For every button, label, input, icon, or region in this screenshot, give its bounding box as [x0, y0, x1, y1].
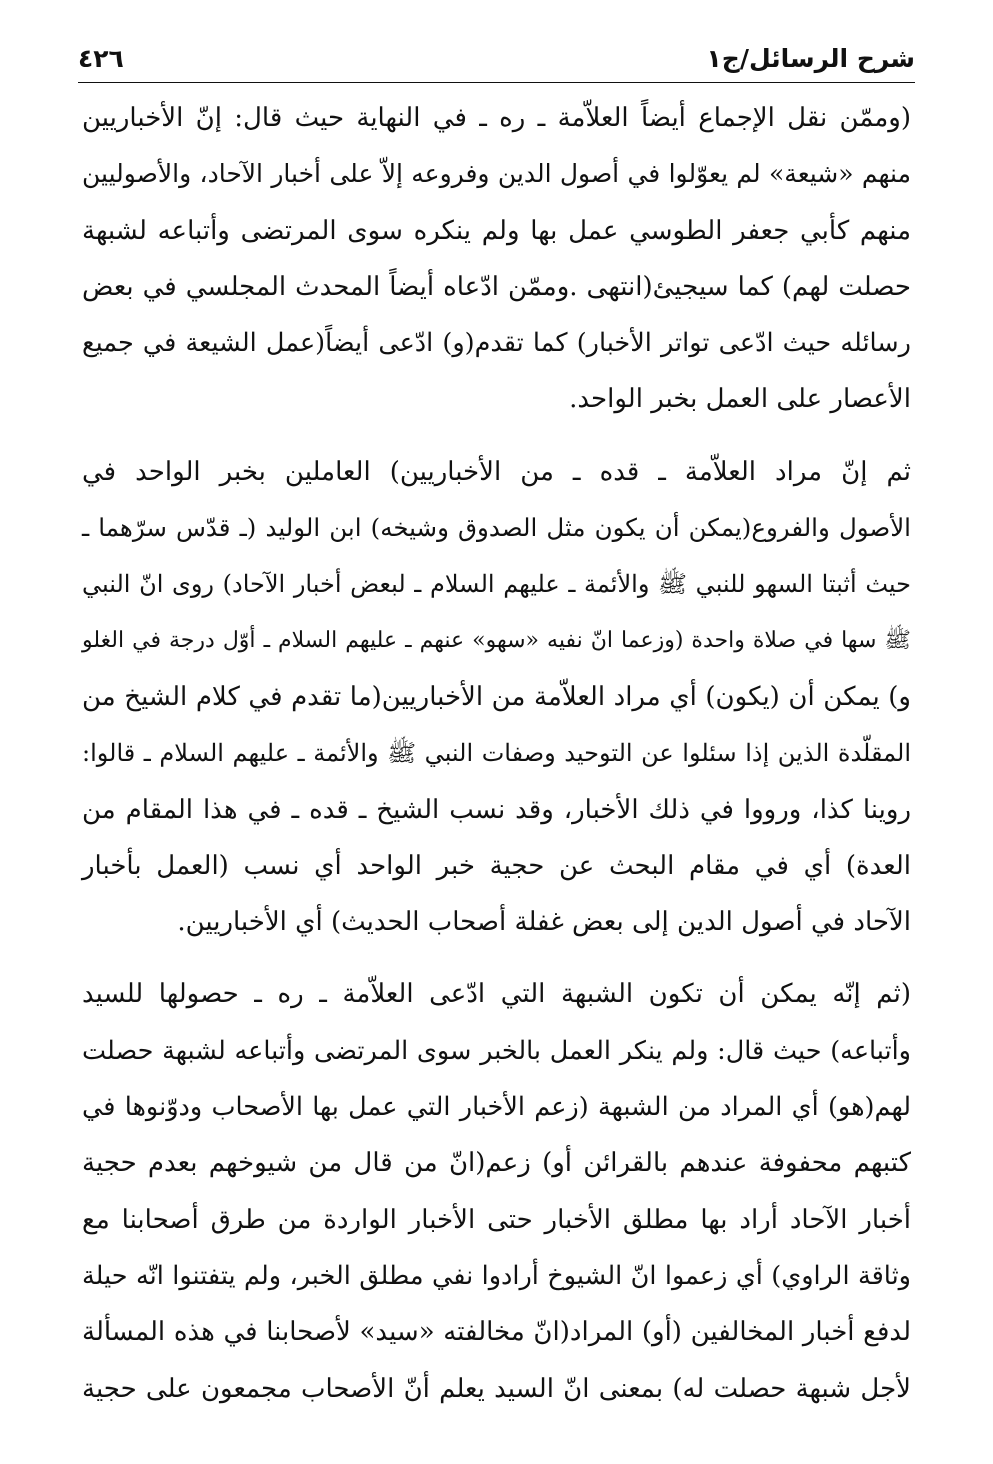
text-line: أخبار الآحاد أراد بها مطلق الأخبار حتى الأخبار الواردة من طرق أصحابنا مع — [82, 1204, 911, 1235]
text-line: المقلّدة الذين إذا سئلوا عن التوحيد وصفات النبي ﷺ والأئمة ـ عليهم السلام ـ قالوا: — [82, 739, 911, 768]
page-header — [78, 40, 915, 83]
text-line: لهم(هو) أي المراد من الشبهة (زعم الأخبار التي عمل بها الأصحاب ودوّنوها في — [82, 1092, 911, 1123]
text-line: رسائله حيث ادّعى تواتر الأخبار) كما تقدم(و) ادّعى أيضاً(عمل الشيعة في جميع — [82, 328, 911, 359]
text-line: وأتباعه) حيث قال: ولم ينكر العمل بالخبر سوى المرتضى وأتباعه لشبهة حصلت — [82, 1035, 911, 1066]
running-title: شرح الرسائل/ج١ — [706, 44, 915, 73]
text-line: ثم إنّ مراد العلاّمة ـ قده ـ من الأخباريين) العاملين بخبر الواحد في — [82, 456, 911, 487]
text-line: ﷺ سها في صلاة واحدة (وزعما انّ نفيه «سهو» عنهم ـ عليهم السلام ـ أوّل درجة في الغلو — [82, 627, 911, 653]
body-text — [82, 90, 911, 1417]
text-line: روينا كذا، ورووا في ذلك الأخبار، وقد نسب الشيخ ـ قده ـ في هذا المقام من — [82, 794, 911, 825]
text-line: الأعصار على العمل بخبر الواحد. — [569, 384, 911, 415]
paragraph-2 — [82, 444, 911, 951]
text-line: و) يمكن أن (يكون) أي مراد العلاّمة من الأخباريين(ما تقدم في كلام الشيخ من — [82, 681, 911, 712]
text-line: الأصول والفروع(يمكن أن يكون مثل الصدوق وشيخه) ابن الوليد (ـ قدّس سرّهما ـ — [82, 513, 911, 543]
paragraph-1 — [82, 90, 911, 428]
text-line: العدة) أي في مقام البحث عن حجية خبر الواحد أي نسب (العمل بأخبار — [82, 850, 911, 881]
text-line: حيث أثبتا السهو للنبي ﷺ والأئمة ـ عليهم السلام ـ لبعض أخبار الآحاد) روى انّ النبي — [82, 570, 911, 599]
text-line: منهم «شيعة» لم يعوّلوا في أصول الدين وفروعه إلاّ على أخبار الآحاد، والأصوليين — [82, 159, 911, 189]
text-line: الآحاد في أصول الدين إلى بعض غفلة أصحاب الحديث) أي الأخباريين. — [177, 907, 911, 938]
text-line: منهم كأبي جعفر الطوسي عمل بها ولم ينكره سوى المرتضى وأتباعه لشبهة — [82, 215, 911, 246]
text-line: (وممّن نقل الإجماع أيضاً العلاّمة ـ ره ـ في النهاية حيث قال: إنّ الأخباريين — [82, 103, 911, 133]
page-number: ٤٢٦ — [78, 44, 124, 73]
text-line: كتبهم محفوفة عندهم بالقرائن أو) زعم(انّ من قال من شيوخهم بعدم حجية — [82, 1148, 911, 1179]
text-line: لأجل شبهة حصلت له) بمعنى انّ السيد يعلم أنّ الأصحاب مجمعون على حجية — [82, 1373, 911, 1404]
text-line: حصلت لهم) كما سيجيئ(انتهى .وممّن ادّعاه أيضاً المحدث المجلسي في بعض — [82, 271, 911, 302]
paragraph-3 — [82, 966, 911, 1416]
text-line: لدفع أخبار المخالفين (أو) المراد(انّ مخالفته «سيد» لأصحابنا في هذه المسألة — [82, 1317, 911, 1348]
text-line: (ثم إنّه يمكن أن تكون الشبهة التي ادّعى العلاّمة ـ ره ـ حصولها للسيد — [82, 979, 911, 1010]
text-line: وثاقة الراوي) أي زعموا انّ الشيوخ أرادوا نفي مطلق الخبر، ولم يتفتنوا انّه حيلة — [82, 1260, 911, 1291]
